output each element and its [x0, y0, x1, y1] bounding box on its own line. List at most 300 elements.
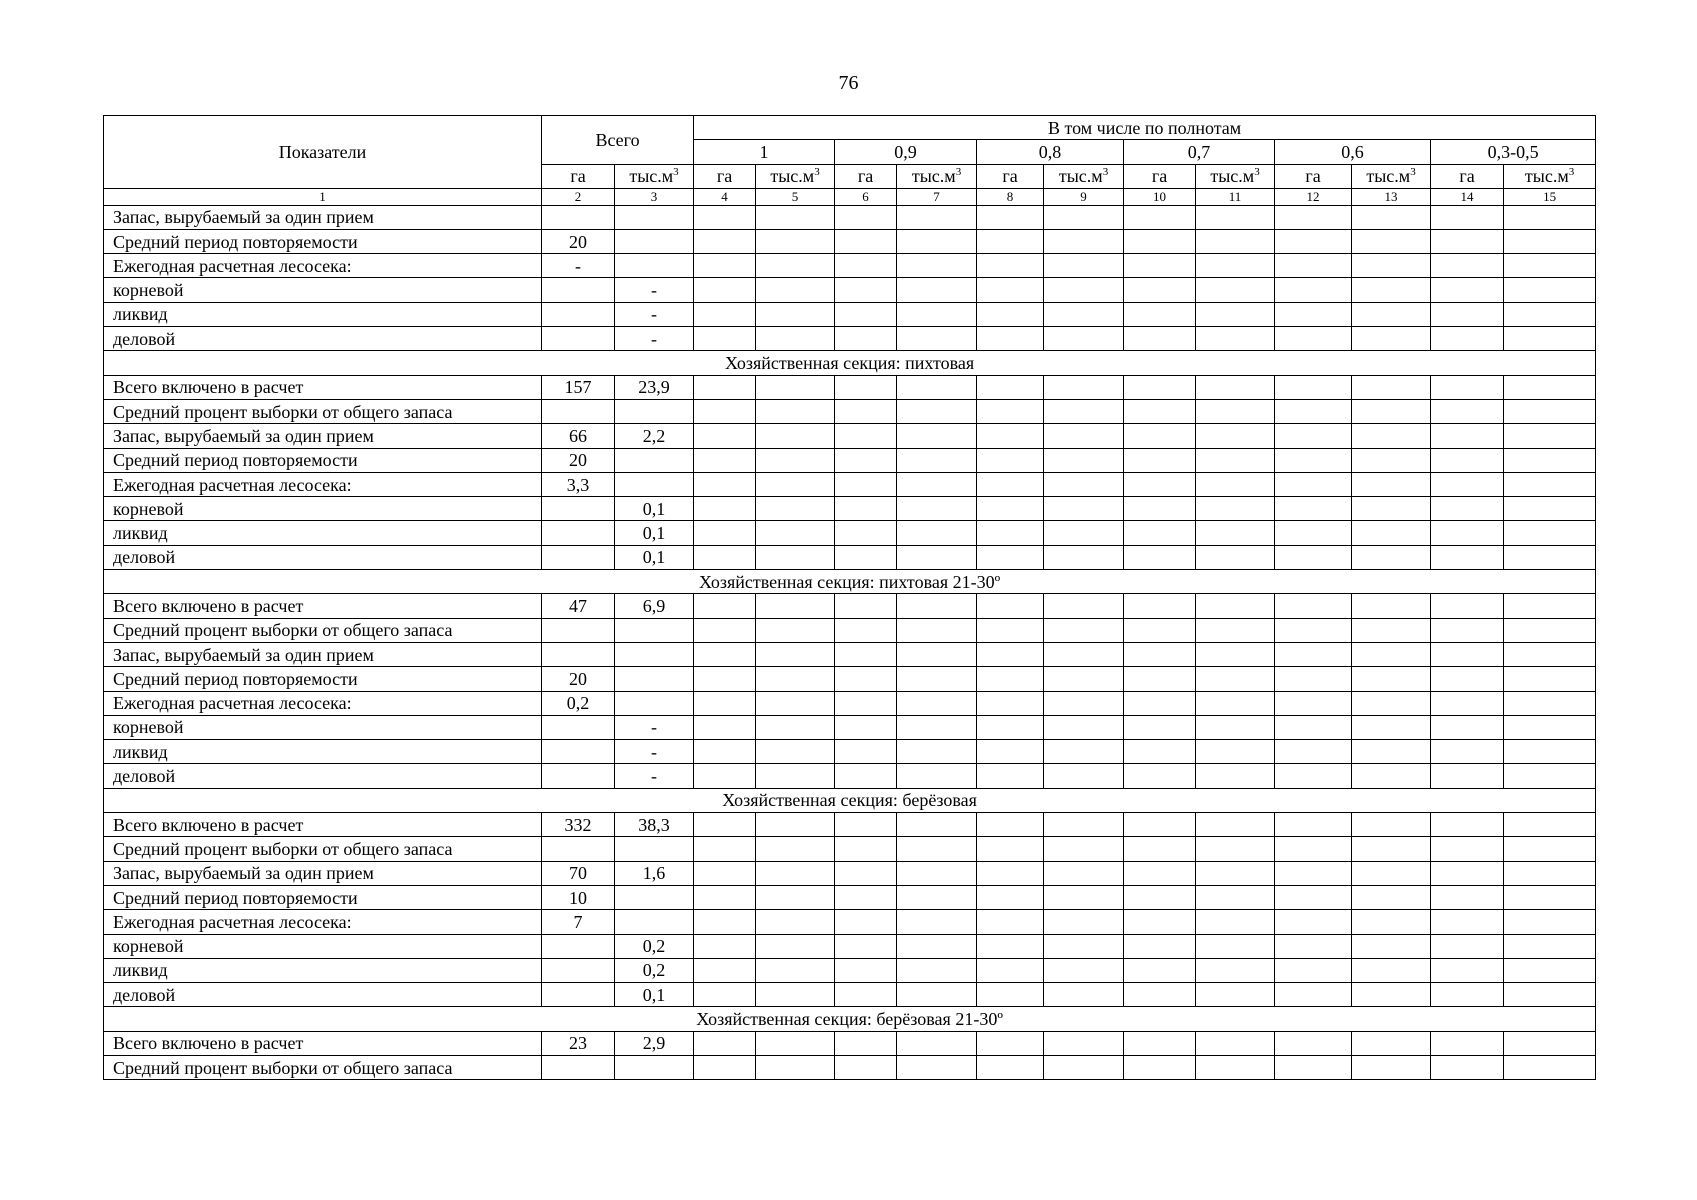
density-cell [1124, 764, 1196, 788]
density-cell [897, 861, 977, 885]
row-label: ликвид [104, 521, 542, 545]
total-ha-cell: 66 [542, 424, 615, 448]
density-cell [1352, 934, 1431, 958]
density-cell [1504, 399, 1596, 423]
density-cell [1352, 594, 1431, 618]
density-cell [694, 302, 756, 326]
density-cell [1044, 229, 1124, 253]
density-cell [756, 327, 835, 351]
density-cell [835, 205, 897, 229]
density-cell [1431, 1031, 1504, 1055]
density-cell [977, 934, 1044, 958]
header-unit-ha: га [542, 164, 615, 188]
density-cell [1044, 448, 1124, 472]
density-cell [1044, 740, 1124, 764]
density-cell [1275, 837, 1352, 861]
density-cell [1196, 740, 1275, 764]
total-ha-cell: 0,2 [542, 691, 615, 715]
column-number: 7 [897, 188, 977, 205]
density-cell [1124, 545, 1196, 569]
row-label: Средний период повторяемости [104, 229, 542, 253]
density-cell [897, 375, 977, 399]
row-label: Средний период повторяемости [104, 885, 542, 909]
density-cell [694, 424, 756, 448]
row-label: Средний процент выборки от общего запаса [104, 618, 542, 642]
row-label: ликвид [104, 958, 542, 982]
density-cell [1431, 594, 1504, 618]
density-cell [1196, 642, 1275, 666]
forest-table [103, 115, 1596, 1080]
density-cell [897, 254, 977, 278]
density-cell [1504, 740, 1596, 764]
density-cell [977, 302, 1044, 326]
density-cell [1124, 618, 1196, 642]
density-cell [977, 472, 1044, 496]
density-cell [1044, 302, 1124, 326]
table-row [104, 472, 1596, 496]
total-volume-cell [615, 885, 694, 909]
density-cell [1196, 278, 1275, 302]
density-cell [1504, 885, 1596, 909]
unit-volume-sup: 3 [1254, 166, 1260, 179]
density-cell [1044, 837, 1124, 861]
page-number: 76 [838, 72, 859, 94]
header-unit-volume [1352, 164, 1431, 188]
unit-volume-sup: 3 [955, 166, 962, 179]
density-cell [756, 497, 835, 521]
density-cell [1196, 327, 1275, 351]
density-cell [694, 497, 756, 521]
density-cell [1196, 254, 1275, 278]
density-cell [1352, 642, 1431, 666]
density-cell [977, 691, 1044, 715]
density-cell [756, 302, 835, 326]
total-volume-cell: - [615, 764, 694, 788]
density-cell [1352, 472, 1431, 496]
density-cell [1275, 764, 1352, 788]
density-cell [1124, 715, 1196, 739]
density-cell [1431, 545, 1504, 569]
header-by-density: В том числе по полнотам [694, 116, 1596, 140]
density-cell [1275, 740, 1352, 764]
density-cell [756, 254, 835, 278]
density-cell [835, 254, 897, 278]
density-cell [835, 618, 897, 642]
density-cell [897, 813, 977, 837]
density-cell [1504, 934, 1596, 958]
density-cell [1044, 910, 1124, 934]
density-cell [1196, 885, 1275, 909]
header-unit-ha: га [977, 164, 1044, 188]
density-cell [1504, 448, 1596, 472]
density-cell [756, 642, 835, 666]
density-cell [1504, 229, 1596, 253]
density-cell [897, 1055, 977, 1079]
density-cell [1196, 1055, 1275, 1079]
density-cell [835, 715, 897, 739]
total-ha-cell: 10 [542, 885, 615, 909]
density-cell [1275, 278, 1352, 302]
density-cell [1275, 327, 1352, 351]
density-cell [756, 545, 835, 569]
density-cell [1044, 545, 1124, 569]
total-ha-cell [542, 618, 615, 642]
table-row [104, 278, 1596, 302]
total-ha-cell: 332 [542, 813, 615, 837]
density-cell [1431, 521, 1504, 545]
column-number-row [104, 188, 1596, 205]
density-cell [1352, 302, 1431, 326]
density-cell [835, 545, 897, 569]
table-row [104, 715, 1596, 739]
section-title: Хозяйственная секция: берёзовая [104, 788, 1596, 812]
density-cell [1504, 910, 1596, 934]
total-ha-cell [542, 715, 615, 739]
density-cell [1504, 327, 1596, 351]
density-cell [897, 497, 977, 521]
density-cell [1124, 594, 1196, 618]
row-label: Ежегодная расчетная лесосека: [104, 691, 542, 715]
density-cell [835, 375, 897, 399]
density-cell [835, 472, 897, 496]
density-cell [1275, 521, 1352, 545]
total-ha-cell: 20 [542, 229, 615, 253]
density-cell [694, 642, 756, 666]
density-cell [1196, 958, 1275, 982]
density-cell [1275, 399, 1352, 423]
density-cell [1275, 424, 1352, 448]
density-cell [694, 934, 756, 958]
density-cell [897, 448, 977, 472]
table-row [104, 618, 1596, 642]
density-cell [1044, 667, 1124, 691]
table-row [104, 764, 1596, 788]
row-label: Всего включено в расчет [104, 1031, 542, 1055]
density-cell [1044, 1031, 1124, 1055]
header-density: 0,9 [835, 140, 977, 164]
density-cell [1431, 424, 1504, 448]
total-volume-cell: 1,6 [615, 861, 694, 885]
density-cell [756, 229, 835, 253]
total-ha-cell [542, 497, 615, 521]
density-cell [756, 521, 835, 545]
density-cell [1044, 764, 1124, 788]
table-row [104, 448, 1596, 472]
density-cell [756, 448, 835, 472]
total-volume-cell: 0,1 [615, 521, 694, 545]
density-cell [1044, 813, 1124, 837]
density-cell [835, 278, 897, 302]
density-cell [1431, 399, 1504, 423]
unit-volume-text: тыс.м [1366, 166, 1411, 187]
total-volume-cell: 0,1 [615, 545, 694, 569]
density-cell [1504, 618, 1596, 642]
density-cell [1431, 618, 1504, 642]
density-cell [977, 740, 1044, 764]
density-cell [1352, 1055, 1431, 1079]
table-row [104, 837, 1596, 861]
row-label: ликвид [104, 740, 542, 764]
row-label: корневой [104, 715, 542, 739]
total-ha-cell: 70 [542, 861, 615, 885]
header-unit-volume [897, 164, 977, 188]
row-label: Средний процент выборки от общего запаса [104, 837, 542, 861]
total-volume-cell: 0,2 [615, 958, 694, 982]
density-cell [1352, 521, 1431, 545]
density-cell [1352, 327, 1431, 351]
density-cell [694, 594, 756, 618]
density-cell [1504, 205, 1596, 229]
header-unit-volume [1044, 164, 1124, 188]
density-cell [694, 254, 756, 278]
density-cell [1504, 983, 1596, 1007]
density-cell [897, 667, 977, 691]
density-cell [756, 885, 835, 909]
density-cell [1275, 229, 1352, 253]
density-cell [897, 691, 977, 715]
density-cell [1431, 715, 1504, 739]
density-cell [1504, 813, 1596, 837]
density-cell [1196, 205, 1275, 229]
density-cell [1044, 521, 1124, 545]
total-ha-cell [542, 764, 615, 788]
density-cell [1275, 205, 1352, 229]
density-cell [694, 1055, 756, 1079]
density-cell [694, 764, 756, 788]
total-volume-cell [615, 448, 694, 472]
density-cell [897, 764, 977, 788]
density-cell [756, 618, 835, 642]
density-cell [977, 254, 1044, 278]
density-cell [756, 764, 835, 788]
density-cell [897, 1031, 977, 1055]
total-ha-cell: - [542, 254, 615, 278]
density-cell [1196, 448, 1275, 472]
row-label: Всего включено в расчет [104, 375, 542, 399]
column-number: 15 [1504, 188, 1596, 205]
density-cell [1124, 302, 1196, 326]
density-cell [1044, 594, 1124, 618]
total-ha-cell [542, 205, 615, 229]
density-cell [1196, 302, 1275, 326]
total-volume-cell [615, 642, 694, 666]
header-unit-volume [1504, 164, 1596, 188]
density-cell [897, 983, 977, 1007]
density-cell [1044, 691, 1124, 715]
total-volume-cell [615, 910, 694, 934]
density-cell [835, 813, 897, 837]
density-cell [977, 327, 1044, 351]
header-total: Всего [542, 116, 694, 165]
density-cell [977, 205, 1044, 229]
density-cell [1504, 667, 1596, 691]
density-cell [756, 740, 835, 764]
density-cell [1504, 594, 1596, 618]
density-cell [977, 399, 1044, 423]
total-ha-cell [542, 642, 615, 666]
density-cell [977, 642, 1044, 666]
table-row [104, 229, 1596, 253]
table-row [104, 375, 1596, 399]
density-cell [1275, 618, 1352, 642]
density-cell [1431, 472, 1504, 496]
unit-volume-sup: 3 [1102, 166, 1109, 179]
table-row [104, 983, 1596, 1007]
density-cell [1275, 302, 1352, 326]
density-cell [1124, 448, 1196, 472]
density-cell [977, 375, 1044, 399]
total-ha-cell [542, 327, 615, 351]
row-label: Ежегодная расчетная лесосека: [104, 472, 542, 496]
header-density: 0,8 [977, 140, 1124, 164]
density-cell [977, 813, 1044, 837]
density-cell [1196, 910, 1275, 934]
density-cell [897, 424, 977, 448]
density-cell [1275, 691, 1352, 715]
density-cell [1196, 667, 1275, 691]
density-cell [1504, 424, 1596, 448]
density-cell [756, 958, 835, 982]
table-row [104, 1055, 1596, 1079]
header-density: 1 [694, 140, 835, 164]
density-cell [756, 424, 835, 448]
density-cell [1275, 594, 1352, 618]
density-cell [694, 691, 756, 715]
density-cell [1352, 229, 1431, 253]
density-cell [1504, 837, 1596, 861]
density-cell [1196, 229, 1275, 253]
total-volume-cell [615, 837, 694, 861]
density-cell [694, 448, 756, 472]
total-volume-cell [615, 667, 694, 691]
total-volume-cell [615, 205, 694, 229]
density-cell [1275, 667, 1352, 691]
total-volume-cell: 0,2 [615, 934, 694, 958]
density-cell [1431, 302, 1504, 326]
total-volume-cell: 38,3 [615, 813, 694, 837]
density-cell [1275, 1031, 1352, 1055]
section-title: Хозяйственная секция: пихтовая [104, 351, 1596, 375]
density-cell [897, 278, 977, 302]
row-label: Всего включено в расчет [104, 594, 542, 618]
density-cell [1275, 861, 1352, 885]
density-cell [897, 521, 977, 545]
section-row [104, 351, 1596, 375]
density-cell [1124, 934, 1196, 958]
density-cell [835, 594, 897, 618]
density-cell [1124, 1031, 1196, 1055]
density-cell [1044, 497, 1124, 521]
table-row [104, 642, 1596, 666]
density-cell [1504, 764, 1596, 788]
density-cell [1044, 254, 1124, 278]
row-label: Запас, вырубаемый за один прием [104, 424, 542, 448]
header-unit-ha: га [1275, 164, 1352, 188]
density-cell [897, 642, 977, 666]
density-cell [977, 715, 1044, 739]
density-cell [977, 594, 1044, 618]
table-row [104, 545, 1596, 569]
density-cell [897, 205, 977, 229]
density-cell [1352, 813, 1431, 837]
density-cell [1504, 958, 1596, 982]
density-cell [1504, 254, 1596, 278]
header-unit-volume [756, 164, 835, 188]
table-row [104, 958, 1596, 982]
density-cell [977, 910, 1044, 934]
row-label: Средний процент выборки от общего запаса [104, 399, 542, 423]
density-cell [835, 667, 897, 691]
row-label: деловой [104, 545, 542, 569]
total-ha-cell [542, 740, 615, 764]
density-cell [1196, 861, 1275, 885]
density-cell [1352, 958, 1431, 982]
row-label: деловой [104, 764, 542, 788]
density-cell [694, 910, 756, 934]
column-number: 1 [104, 188, 542, 205]
total-volume-cell [615, 229, 694, 253]
total-ha-cell [542, 302, 615, 326]
density-cell [756, 934, 835, 958]
section-title: Хозяйственная секция: берёзовая 21-30º [104, 1007, 1596, 1031]
column-number: 3 [615, 188, 694, 205]
density-cell [1431, 813, 1504, 837]
row-label: корневой [104, 278, 542, 302]
unit-volume-text: тыс.м [1210, 166, 1255, 187]
density-cell [835, 764, 897, 788]
density-cell [1044, 424, 1124, 448]
density-cell [1431, 837, 1504, 861]
total-ha-cell [542, 399, 615, 423]
density-cell [1044, 934, 1124, 958]
density-cell [1352, 715, 1431, 739]
total-ha-cell: 23 [542, 1031, 615, 1055]
density-cell [835, 302, 897, 326]
density-cell [1352, 424, 1431, 448]
density-cell [1352, 375, 1431, 399]
header-unit-ha: га [835, 164, 897, 188]
density-cell [1044, 327, 1124, 351]
density-cell [1124, 983, 1196, 1007]
total-volume-cell: - [615, 740, 694, 764]
density-cell [1431, 861, 1504, 885]
density-cell [1431, 254, 1504, 278]
unit-volume-sup: 3 [1568, 166, 1575, 179]
density-cell [1196, 594, 1275, 618]
density-cell [1504, 715, 1596, 739]
density-cell [835, 1055, 897, 1079]
density-cell [694, 813, 756, 837]
density-cell [1504, 375, 1596, 399]
density-cell [1044, 375, 1124, 399]
density-cell [1275, 1055, 1352, 1079]
density-cell [756, 837, 835, 861]
unit-volume-sup: 3 [673, 166, 679, 179]
density-cell [1124, 497, 1196, 521]
column-number: 11 [1196, 188, 1275, 205]
density-cell [835, 934, 897, 958]
density-cell [897, 229, 977, 253]
unit-volume-sup: 3 [814, 166, 820, 179]
density-cell [694, 861, 756, 885]
density-cell [897, 545, 977, 569]
density-cell [756, 983, 835, 1007]
table-row [104, 327, 1596, 351]
total-ha-cell [542, 278, 615, 302]
density-cell [1431, 278, 1504, 302]
density-cell [835, 642, 897, 666]
total-volume-cell [615, 399, 694, 423]
